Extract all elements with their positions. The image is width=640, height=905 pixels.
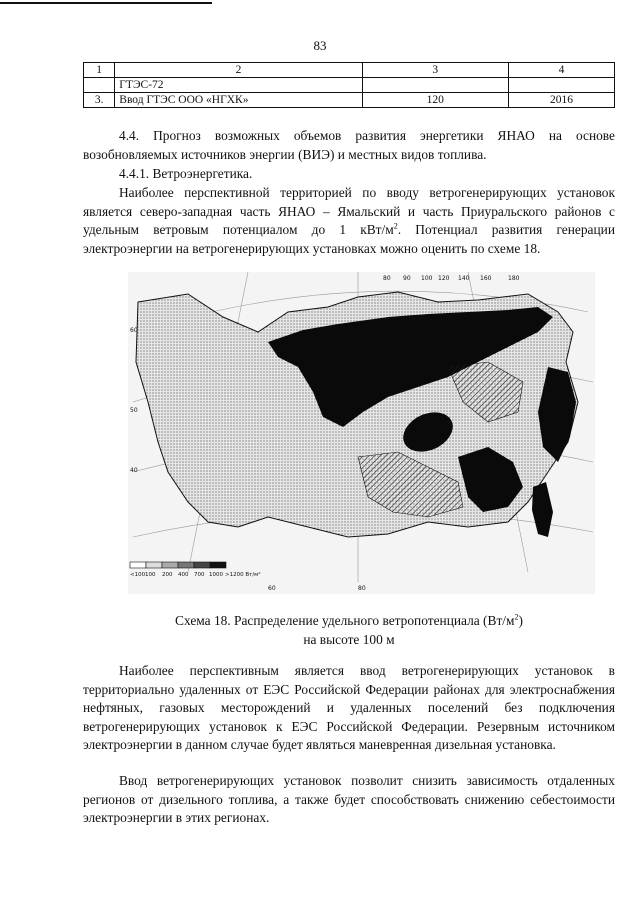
caption-text: Схема 18. Распределение удельного ветропотенциала (Вт/м	[175, 613, 515, 628]
recommendation-paragraph	[83, 662, 615, 755]
scale-label: 60	[130, 327, 138, 334]
section-4-4-paragraph	[83, 127, 615, 164]
legend-label: 1000	[209, 572, 223, 578]
legend-label: <100	[130, 572, 146, 578]
section-heading-text: 4.4.1. Ветроэнергетика.	[119, 166, 253, 181]
table-cell: ГТЭС-72	[115, 78, 362, 93]
wind-potential-paragraph	[83, 184, 615, 258]
scale-label: 60	[268, 585, 276, 592]
scale-label: 40	[130, 467, 138, 474]
scale-label: 120	[438, 275, 450, 282]
legend-label: >1200 Вт/м²	[225, 572, 261, 578]
wind-potential-map	[128, 272, 595, 594]
legend-label: 400	[178, 572, 189, 578]
scale-label: 80	[358, 585, 366, 592]
table-header-cell: 4	[508, 63, 614, 78]
table-header-cell: 3	[362, 63, 508, 78]
section-4-4-text: 4.4. Прогноз возможных объемов развития энергетики ЯНАО на основе возобновляемых источников энергии (ВИЭ) и местных видов топлива.	[83, 128, 615, 162]
scale-label: 90	[403, 275, 411, 282]
table-header-row	[84, 63, 615, 78]
russia-wind-map-image	[128, 272, 595, 594]
scale-label: 160	[480, 275, 492, 282]
table-row	[84, 78, 615, 93]
caption-line-1	[175, 613, 523, 628]
table-cell	[84, 78, 115, 93]
figure-caption	[83, 611, 615, 649]
table-header-cell: 1	[84, 63, 115, 78]
caption-line-2: на высоте 100 м	[303, 632, 395, 647]
scale-label: 180	[508, 275, 520, 282]
conclusion-paragraph	[83, 772, 615, 828]
table-header-cell: 2	[115, 63, 362, 78]
table-cell	[508, 78, 614, 93]
legend-label: 100	[145, 572, 156, 578]
table-cell: 2016	[508, 93, 614, 108]
scale-label: 100	[421, 275, 433, 282]
header-rule	[0, 2, 212, 4]
legend-label: 200	[162, 572, 173, 578]
table-cell	[362, 78, 508, 93]
paragraph-text: Наиболее перспективной территорией по вводу ветрогенерирующих установок является северо-западная часть ЯНАО – Ямальский и часть Приуральского районов с удельным ветровым потенциалом до 1 кВт/м	[83, 185, 615, 237]
caption-text-tail: )	[518, 613, 523, 628]
paragraph-text: Наиболее перспективным является ввод ветрогенерирующих установок в территориально удаленных от ЕЭС Российской Федерации районах для электроснабжения нефтяных, газовых месторождений и удаленных поселений без подключения ветрогенерирующих установок к ЕЭС Российской Федерации. Резервным источником электроэнергии в данном случае будет являться маневренная дизельная установка.	[83, 663, 615, 752]
table-cell: 3.	[84, 93, 115, 108]
scale-label: 50	[130, 407, 138, 414]
table-row	[84, 93, 615, 108]
section-4-4-1-heading	[83, 165, 615, 184]
scale-label: 140	[458, 275, 470, 282]
superscript: 2	[393, 221, 398, 231]
paragraph-text-tail: . Потенциал развития генерации электроэнергии на ветрогенерирующих установках можно оценить по схеме 18.	[83, 222, 615, 256]
scale-label: 80	[383, 275, 391, 282]
data-table	[83, 62, 615, 108]
superscript: 2	[514, 612, 519, 622]
table-cell: Ввод ГТЭС ООО «НГХК»	[115, 93, 362, 108]
legend-label: 700	[194, 572, 205, 578]
page-number: 83	[313, 38, 327, 53]
table-cell: 120	[362, 93, 508, 108]
paragraph-text: Ввод ветрогенерирующих установок позволит снизить зависимость отдаленных регионов от дизельного топлива, а также будет способствовать снижению себестоимости электроэнергии в этих регионах.	[83, 773, 615, 825]
